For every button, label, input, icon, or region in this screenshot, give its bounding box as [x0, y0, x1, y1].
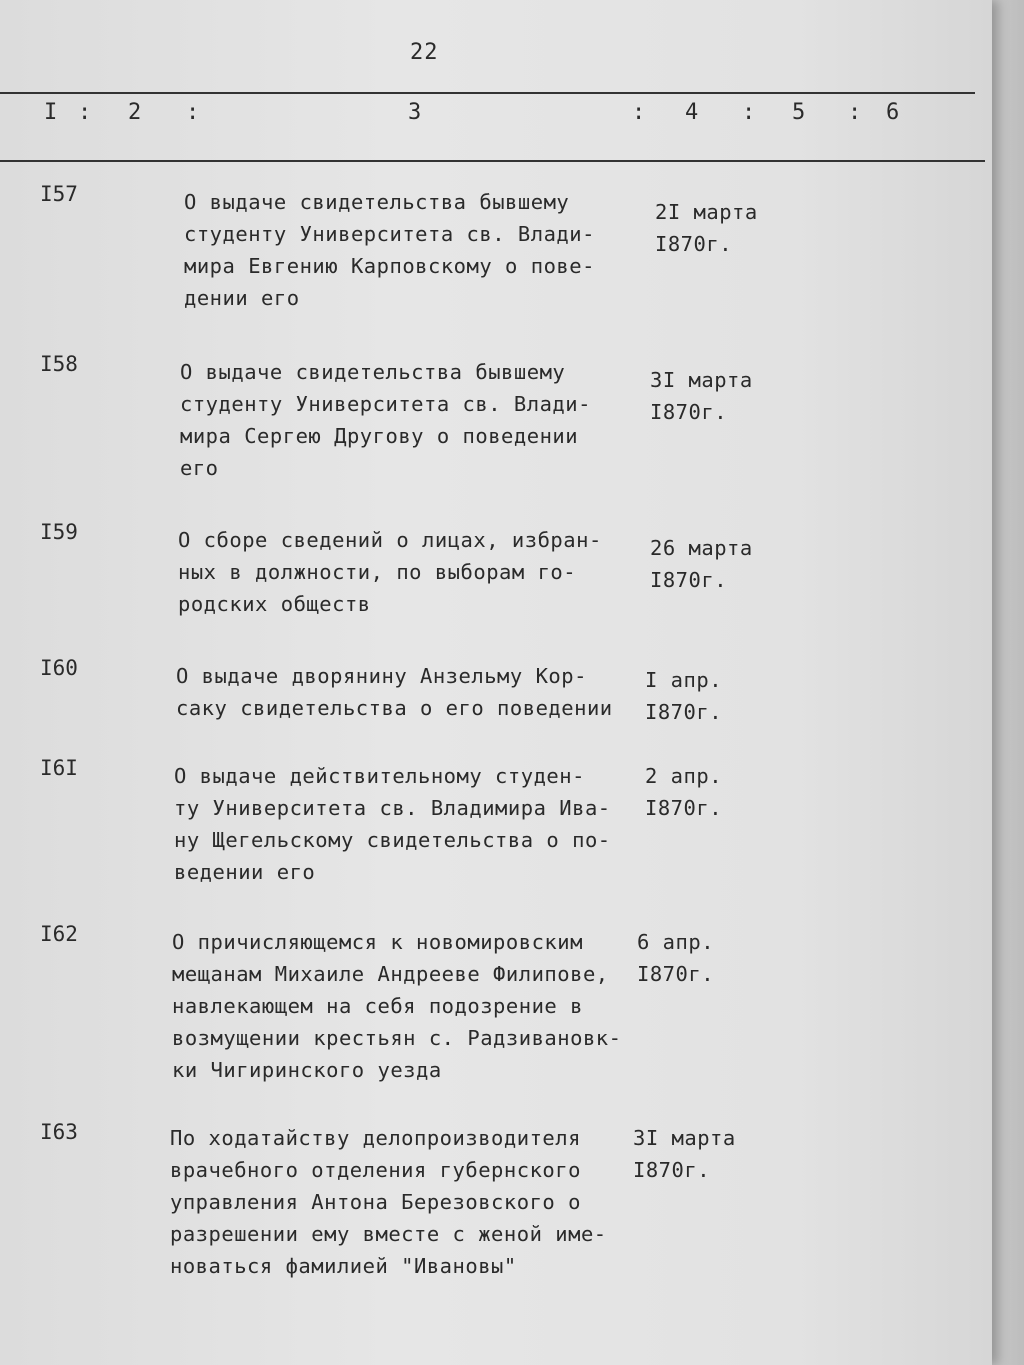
entry-title: О причисляющемся к новомировским мещанам Михаиле Андрееве Филипове, навлекающем на себя подозрение в возмущении крестьян с. Радзивановк- ки Чигиринского уезда: [172, 930, 622, 1082]
column-separator: :: [78, 100, 92, 125]
entry-title: О выдаче свидетельства бывшему студенту Университета св. Влади- мира Сергею Другову о поведении его: [180, 360, 591, 480]
entry-date: 2 апр. I870г.: [645, 764, 723, 820]
page-number: 22: [410, 40, 439, 65]
entry-title: О выдаче свидетельства бывшему студенту Университета св. Влади- мира Евгению Карповскому о пове- дении его: [184, 190, 595, 310]
entry-number: I62: [40, 922, 78, 946]
column-separator: :: [632, 100, 646, 125]
entry-date: 3I марта I870г.: [650, 368, 753, 424]
entry-date: I апр. I870г.: [645, 668, 723, 724]
entry-title: О выдаче действительному студен- ту Университета св. Владимира Ива- ну Щегельскому свидетельства о по- ведении его: [174, 764, 611, 884]
column-4-header: 4: [685, 100, 699, 125]
entry-date: 26 марта I870г.: [650, 536, 753, 592]
entry-date: 6 апр. I870г.: [637, 930, 715, 986]
entry-title: По ходатайству делопроизводителя врачебного отделения губернского управления Антона Березовского о разрешении ему вместе с женой име- новаться фамилией "Ивановы": [170, 1126, 607, 1278]
column-separator: :: [742, 100, 756, 125]
header-bottom-rule: [0, 160, 985, 162]
entry-number: I63: [40, 1120, 78, 1144]
column-3-header: 3: [408, 100, 422, 125]
entry-number: I59: [40, 520, 78, 544]
entry-title: О сборе сведений о лицах, избран- ных в должности, по выборам го- родских обществ: [178, 528, 602, 616]
column-6-header: 6: [886, 100, 900, 125]
column-separator: :: [848, 100, 862, 125]
header-top-rule: [0, 92, 975, 94]
entry-number: I60: [40, 656, 78, 680]
column-5-header: 5: [792, 100, 806, 125]
entry-date: 3I марта I870г.: [633, 1126, 736, 1182]
column-2-header: 2: [128, 100, 142, 125]
column-1-header: I: [44, 100, 58, 125]
entry-title: О выдаче дворянину Анзельму Кор- саку свидетельства о его поведении: [176, 664, 613, 720]
entry-number: I58: [40, 352, 78, 376]
entry-number: I57: [40, 182, 78, 206]
entry-number: I6I: [40, 756, 78, 780]
column-separator: :: [186, 100, 200, 125]
entry-date: 2I марта I870г.: [655, 200, 758, 256]
